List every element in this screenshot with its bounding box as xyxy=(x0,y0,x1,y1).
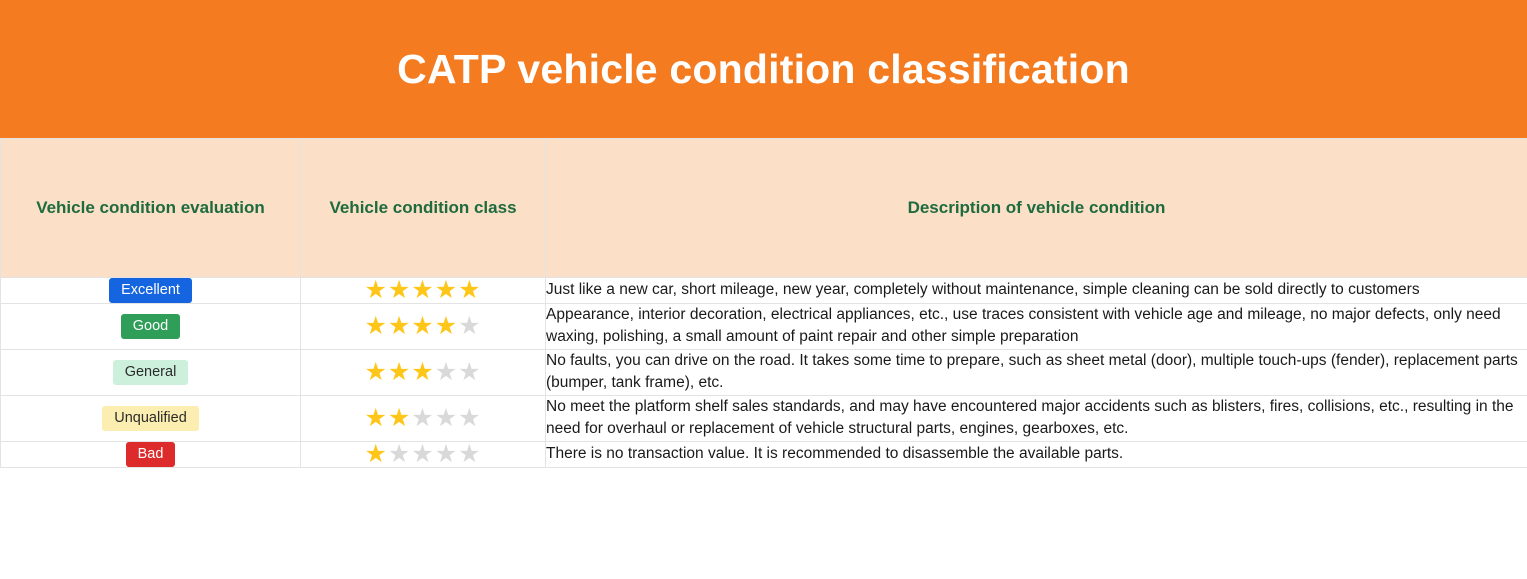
star-filled-icon: ★ xyxy=(387,357,412,386)
table-row xyxy=(1,441,1527,467)
table-row xyxy=(1,349,1527,395)
description-cell: No meet the platform shelf sales standards, and may have encountered major accidents such as blisters, fires, collisions, etc., resulting in the need for overhaul or replacement of vehicle structural parts, engines, gearboxes, etc. xyxy=(546,395,1527,441)
star-rating xyxy=(364,357,482,386)
status-badge: Unqualified xyxy=(102,406,199,431)
star-filled-icon: ★ xyxy=(387,403,412,432)
status-badge: Bad xyxy=(126,442,176,467)
star-empty-icon: ★ xyxy=(458,403,482,432)
star-empty-icon: ★ xyxy=(458,311,482,340)
star-empty-icon: ★ xyxy=(458,357,482,386)
description-cell: Just like a new car, short mileage, new year, completely without maintenance, simple cleaning can be sold directly to customers xyxy=(546,278,1527,304)
star-empty-icon: ★ xyxy=(458,439,482,468)
column-header-evaluation: Vehicle condition evaluation xyxy=(1,139,301,278)
table-row xyxy=(1,278,1527,304)
star-filled-icon: ★ xyxy=(364,357,388,386)
star-empty-icon: ★ xyxy=(434,439,459,468)
star-filled-icon: ★ xyxy=(411,276,435,304)
star-rating xyxy=(364,403,482,432)
class-cell xyxy=(301,278,546,304)
class-cell xyxy=(301,304,546,350)
table-row xyxy=(1,395,1527,441)
class-cell xyxy=(301,395,546,441)
star-filled-icon: ★ xyxy=(387,311,412,340)
star-filled-icon: ★ xyxy=(364,276,388,304)
evaluation-cell xyxy=(1,304,301,350)
star-filled-icon: ★ xyxy=(364,403,388,432)
description-cell: There is no transaction value. It is recommended to disassemble the available parts. xyxy=(546,441,1527,467)
status-badge: Good xyxy=(121,314,180,339)
star-empty-icon: ★ xyxy=(434,403,459,432)
description-cell: No faults, you can drive on the road. It takes some time to prepare, such as sheet metal (door), multiple touch-ups (fender), replacement parts (bumper, tank frame), etc. xyxy=(546,349,1527,395)
vehicle-condition-table xyxy=(0,138,1527,468)
star-filled-icon: ★ xyxy=(434,276,459,304)
evaluation-cell xyxy=(1,278,301,304)
evaluation-cell xyxy=(1,441,301,467)
evaluation-cell xyxy=(1,395,301,441)
class-cell xyxy=(301,441,546,467)
table-row xyxy=(1,304,1527,350)
table-header xyxy=(1,139,1527,278)
star-filled-icon: ★ xyxy=(364,439,388,468)
header-row xyxy=(1,139,1527,278)
star-filled-icon: ★ xyxy=(411,311,435,340)
star-empty-icon: ★ xyxy=(387,439,412,468)
status-badge: General xyxy=(113,360,189,385)
star-empty-icon: ★ xyxy=(411,439,435,468)
star-filled-icon: ★ xyxy=(387,276,412,304)
evaluation-cell xyxy=(1,349,301,395)
status-badge: Excellent xyxy=(109,278,192,303)
star-filled-icon: ★ xyxy=(458,276,482,304)
star-filled-icon: ★ xyxy=(411,357,435,386)
star-filled-icon: ★ xyxy=(364,311,388,340)
description-cell: Appearance, interior decoration, electrical appliances, etc., use traces consistent with vehicle age and mileage, no major defects, only need waxing, polishing, a small amount of paint repair and other simple preparation xyxy=(546,304,1527,350)
star-filled-icon: ★ xyxy=(434,311,459,340)
star-rating xyxy=(364,439,482,468)
title-banner xyxy=(0,0,1527,138)
column-header-class: Vehicle condition class xyxy=(301,139,546,278)
page-title: CATP vehicle condition classification xyxy=(397,45,1130,92)
column-header-description: Description of vehicle condition xyxy=(546,139,1527,278)
table-body xyxy=(1,278,1527,468)
star-empty-icon: ★ xyxy=(434,357,459,386)
star-rating xyxy=(364,311,482,340)
star-rating xyxy=(364,278,481,303)
star-empty-icon: ★ xyxy=(411,403,435,432)
class-cell xyxy=(301,349,546,395)
